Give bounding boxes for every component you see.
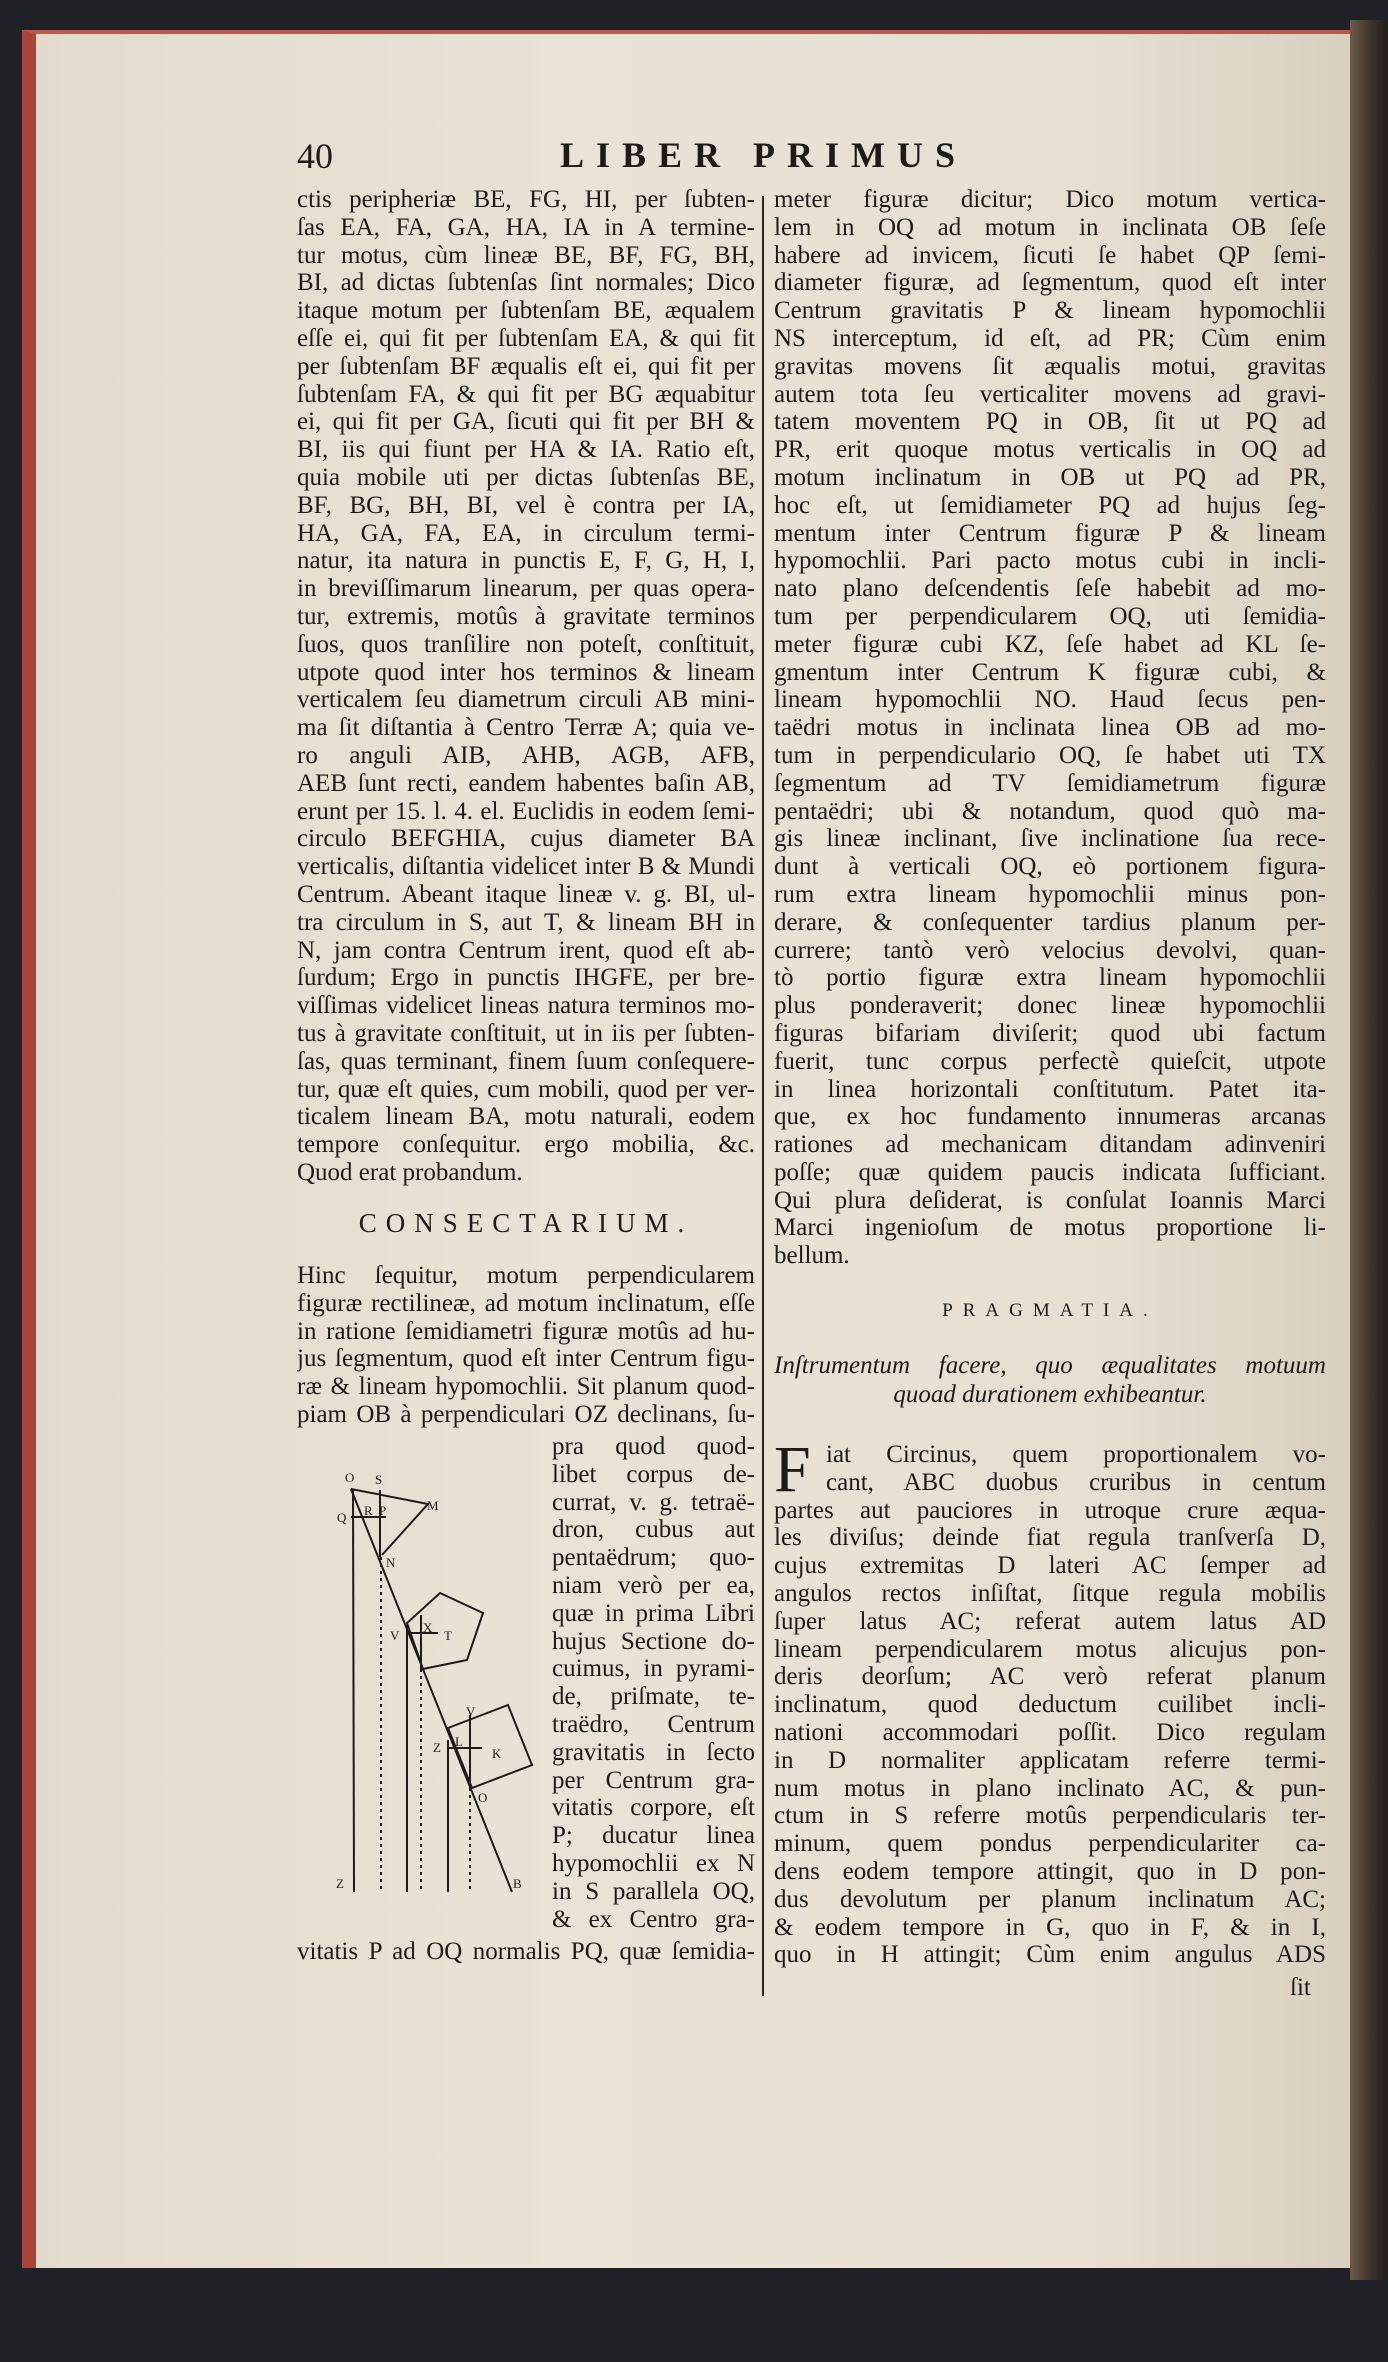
text-line: & eodem tempore in G, quo in F, & in I, xyxy=(774,1913,1326,1941)
text-line: in linea horizontali conſtitutum. Patet ita- xyxy=(774,1075,1326,1103)
text-line: nato plano deſcendentis ſeſe habebit ad mo- xyxy=(774,575,1326,603)
text-line: itaque motum per ſubtenſam BE, æqualem xyxy=(297,297,755,325)
running-title: LIBER PRIMUS xyxy=(560,135,968,175)
text-line: tra circulum in S, aut T, & lineam BH in xyxy=(297,908,755,936)
text-line: tum in perpendiculario OQ, ſe habet uti TX xyxy=(774,741,1326,769)
line-oz xyxy=(353,1489,354,1892)
text-line: vitatis P ad OQ normalis PQ, quæ ſemidia- xyxy=(297,1938,755,1965)
text-line: tur motus, cùm lineæ BE, BF, FG, BH, xyxy=(297,241,755,269)
text-line: ſuper latus AC; referat autem latus AD xyxy=(774,1607,1326,1635)
text-line: P; ducatur linea xyxy=(552,1822,755,1850)
text-line: que, ex hoc fundamento innumeras arcanas xyxy=(774,1103,1326,1131)
text-line: rum extra lineam hypomochlii minus pon- xyxy=(774,880,1326,908)
text-line: BI, ad dictas ſubtenſas ſint normales; Dico xyxy=(297,269,755,297)
text-line: piam OB à perpendiculari OZ declinans, ſu- xyxy=(297,1400,755,1428)
text-line: erunt per 15. l. 4. el. Euclidis in eodem ſemi- xyxy=(297,797,755,825)
text-line: ctis peripheriæ BE, FG, HI, per ſubten- xyxy=(297,186,755,213)
text-line: ſuos, quos tranſilire non poteſt, conſtituit, xyxy=(297,630,755,658)
text-line: quo in H attingit; Cùm enim angulus ADS xyxy=(774,1941,1326,1969)
text-line: plus ponderaverit; donec lineæ hypomochlii xyxy=(774,992,1326,1020)
text-line: mentum inter Centrum figuræ P & lineam xyxy=(774,519,1326,547)
label-x: X xyxy=(423,1620,433,1635)
text-line: Quod erat probandum. xyxy=(297,1158,523,1186)
text-line: PR, erit quoque motus verticalis in OQ ad xyxy=(774,436,1326,464)
text-line: tatem moventem PQ in OB, ſit ut PQ ad xyxy=(774,408,1326,436)
text-line: NS interceptum, id eſt, ad PR; Cùm enim xyxy=(774,324,1326,352)
text-line: quia mobile uti per dictas ſubtenſas BE, xyxy=(297,463,755,491)
text-line: viſſimas videlicet lineas natura terminos mo- xyxy=(297,992,755,1020)
text-line: dron, cubus aut xyxy=(552,1516,755,1544)
text-line: cant, ABC duobus cruribus in centum xyxy=(826,1468,1326,1496)
text-line: circulo BEFGHIA, cujus diameter BA xyxy=(297,825,755,853)
text-line: figuras bifariam diviſerit; quod ubi factum xyxy=(774,1019,1326,1047)
label-s: S xyxy=(375,1472,383,1487)
text-line: cuimus, in pyrami- xyxy=(552,1655,755,1683)
text-line: libet corpus de- xyxy=(552,1460,755,1488)
text-line: gravitatis in ſecto xyxy=(552,1738,755,1766)
text-line: fuerit, tunc corpus perfectè quieſcit, utpote xyxy=(774,1047,1326,1075)
heading-consectarium: CONSECTARIUM. xyxy=(358,1208,694,1238)
text-line: verticalis, diſtantia videlicet inter B & Mundi xyxy=(297,853,755,881)
text-line: ræ & lineam hypomochlii. Sit planum quod- xyxy=(297,1373,755,1401)
text-line: utpote quod inter hos terminos & lineam xyxy=(297,658,755,686)
left-paragraph-1 xyxy=(297,186,755,1187)
text-line: dunt à verticali OQ, eò portionem figura- xyxy=(774,853,1326,881)
text-line: derare, & conſequenter tardius planum per- xyxy=(774,908,1326,936)
text-line: angulos rectos inſiſtat, ſitque regula mobilis xyxy=(774,1579,1326,1607)
text-line: pentaëdri; ubi & notandum, quod quò ma- xyxy=(774,797,1326,825)
text-line: partes aut pauciores in utroque crure æqua- xyxy=(774,1496,1326,1524)
text-line: de, priſmate, te- xyxy=(552,1683,755,1711)
text-line: traëdro, Centrum xyxy=(552,1710,755,1738)
left-paragraph-2 xyxy=(297,1262,755,1429)
text-line: tò portio figuræ extra lineam hypomochlii xyxy=(774,964,1326,992)
text-line: BF, BG, BH, BI, vel è contra per IA, xyxy=(297,491,755,519)
text-line: cujus extremitas D lateri AC ſemper ad xyxy=(774,1552,1326,1580)
text-line: eſſe ei, qui fit per ſubtenſam EA, & qui fit xyxy=(297,324,755,352)
text-line: ſurdum; Ergo in punctis IHGFE, per bre- xyxy=(297,964,755,992)
text-line: hoc eſt, ut ſemidiameter PQ ad hujus ſeg- xyxy=(774,491,1326,519)
heading-pragmatia: PRAGMATIA. xyxy=(942,1300,1158,1321)
text-line: Centrum. Abeant itaque lineæ v. g. BI, ul- xyxy=(297,880,755,908)
text-line: currat, v. g. tetraë- xyxy=(552,1488,755,1516)
column-divider xyxy=(762,196,764,1996)
label-z: Z xyxy=(433,1740,441,1755)
left-paragraph-2-end xyxy=(297,1938,755,1966)
text-line: in D normaliter applicatam referre termi- xyxy=(774,1746,1326,1774)
text-line: tum per perpendicularem OQ, uti ſemidia- xyxy=(774,602,1326,630)
text-line: ro anguli AIB, AHB, AGB, AFB, xyxy=(297,741,755,769)
text-line: Hinc ſequitur, motum perpendicularem xyxy=(297,1262,755,1289)
label-n: N xyxy=(386,1555,396,1570)
book-binding-edge xyxy=(1350,20,1388,2280)
text-line: hypomochlii ex N xyxy=(552,1849,755,1877)
text-line: in S parallela OQ, xyxy=(552,1877,755,1905)
text-line: vitatis corpore, eſt xyxy=(552,1794,755,1822)
text-line: per Centrum gra- xyxy=(552,1766,755,1794)
label-z2: Z xyxy=(336,1876,344,1891)
text-line: meter figuræ dicitur; Dico motum vertica- xyxy=(774,186,1326,213)
text-line: Marci ingenioſum de motus proportione li- xyxy=(774,1214,1326,1242)
text-line: hypomochlii. Pari pacto motus cubi in incli- xyxy=(774,547,1326,575)
text-line: HA, GA, FA, EA, in circulum termi- xyxy=(297,519,755,547)
text-line: gis lineæ inclinant, ſive inclinatione ſua rece- xyxy=(774,825,1326,853)
label-t: T xyxy=(444,1628,452,1643)
text-line: taëdri motus in inclinata linea OB ad mo- xyxy=(774,714,1326,742)
text-line: habere ad invicem, ſicuti ſe habet QP ſemi- xyxy=(774,241,1326,269)
text-line: ſas, quas terminant, finem ſuum conſequere- xyxy=(297,1047,755,1075)
right-paragraph-1 xyxy=(774,186,1326,1270)
text-line: in ratione ſemidiametri figuræ motûs ad hu- xyxy=(297,1317,755,1345)
line-ob xyxy=(351,1489,512,1892)
text-line: gravitas movens ſit æqualis motui, gravitas xyxy=(774,352,1326,380)
subtitle-line-1: Inſtrumentum facere, quo æqualitates motuum xyxy=(774,1352,1326,1379)
text-line: inclinatum, quod deductum cuilibet incli- xyxy=(774,1691,1326,1719)
label-o: O xyxy=(345,1470,355,1485)
text-line: ſubtenſam FA, & qui fit per BG æquabitur xyxy=(297,380,755,408)
label-k: K xyxy=(492,1746,502,1761)
text-line: nationi accommodari poſſit. Dico regulam xyxy=(774,1718,1326,1746)
text-line: poſſe; quæ quidem paucis indicata ſufficiant. xyxy=(774,1158,1326,1186)
label-m: M xyxy=(427,1498,439,1513)
text-line: ctum in S referre motûs perpendicularis ter- xyxy=(774,1802,1326,1830)
triangle-figure xyxy=(351,1489,428,1555)
text-line: dus devolutum per planum inclinatum AC; xyxy=(774,1885,1326,1913)
subtitle-line-2: quoad durationem exhibeantur. xyxy=(893,1381,1207,1408)
text-line: minum, quem pondus perpendiculariter ca- xyxy=(774,1830,1326,1858)
label-v2: V xyxy=(466,1704,476,1719)
text-line: hujus Sectione do- xyxy=(552,1627,755,1655)
text-line: jus ſegmentum, quod eſt inter Centrum figu- xyxy=(297,1345,755,1373)
text-line: tus à gravitate conſtituit, ut in iis per ſubten- xyxy=(297,1019,755,1047)
text-line: currere; tantò verò velocius devolvi, quan- xyxy=(774,936,1326,964)
text-line: deris deorſum; AC verò referat planum xyxy=(774,1663,1326,1691)
label-v: V xyxy=(390,1628,400,1643)
text-line: AEB ſunt recti, eandem habentes baſin AB, xyxy=(297,769,755,797)
label-r: R xyxy=(364,1503,373,1518)
text-line: dens eodem tempore attingit, quo in D pon- xyxy=(774,1857,1326,1885)
inclined-plane-diagram xyxy=(320,1460,560,1900)
text-line: tur, extremis, motûs à gravitate terminos xyxy=(297,602,755,630)
text-line: per ſubtenſam BF æqualis eſt ei, qui fit per xyxy=(297,352,755,380)
text-line: rationes ad mechanicam ditandam adinveniri xyxy=(774,1131,1326,1159)
text-line: meter figuræ cubi KZ, ſeſe habet ad KL ſe- xyxy=(774,630,1326,658)
text-line: tempore conſequitur. ergo mobilia, &c. xyxy=(297,1131,755,1159)
text-line: ma ſit diſtantia à Centro Terræ A; quia ve- xyxy=(297,714,755,742)
text-line: Qui plura deſiderat, is conſulat Ioannis Marci xyxy=(774,1186,1326,1214)
text-line: figuræ rectilineæ, ad motum inclinatum, eſſe xyxy=(297,1289,755,1317)
left-paragraph-2-narrow xyxy=(552,1433,755,1933)
text-line: iat Circinus, quem proportionalem vo- xyxy=(826,1441,1326,1468)
text-line: niam verò per ea, xyxy=(552,1571,755,1599)
text-line: bellum. xyxy=(774,1242,850,1270)
text-line: lineam hypomochlii NO. Haud ſecus pen- xyxy=(774,686,1326,714)
text-line: Centrum gravitatis P & lineam hypomochlii xyxy=(774,297,1326,325)
text-line: & ex Centro gra- xyxy=(552,1905,755,1933)
text-line: ſegmentum ad TV ſemidiametrum figuræ xyxy=(774,769,1326,797)
text-line: BI, iis qui fiunt per HA & IA. Ratio eſt, xyxy=(297,436,755,464)
text-line: quæ in prima Libri xyxy=(552,1599,755,1627)
text-line: les diviſus; deinde fiat regula tranſverſa D, xyxy=(774,1524,1326,1552)
text-line: diameter figuræ, ad ſegmentum, quod eſt inter xyxy=(774,269,1326,297)
label-p: P xyxy=(379,1503,387,1518)
text-line: autem tota ſeu verticaliter movens ad gravi- xyxy=(774,380,1326,408)
label-q: Q xyxy=(337,1510,347,1525)
text-line: num motus in plano inclinato AC, & pun- xyxy=(774,1774,1326,1802)
label-b: B xyxy=(513,1876,522,1891)
text-line: pra quod quod- xyxy=(552,1433,755,1460)
text-line: ticalem lineam BA, motu naturali, eodem xyxy=(297,1103,755,1131)
text-line: verticalem ſeu diametrum circuli AB mini- xyxy=(297,686,755,714)
text-line: in breviſſimarum linearum, per quas opera- xyxy=(297,575,755,603)
text-line: gmentum inter Centrum K figuræ cubi, & xyxy=(774,658,1326,686)
label-l: L xyxy=(455,1734,463,1749)
drop-cap: F xyxy=(774,1433,811,1506)
page-number: 40 xyxy=(297,136,333,176)
text-line: tur, quæ eſt quies, cum mobili, quod per ver- xyxy=(297,1075,755,1103)
text-line: ei, qui fit per GA, ſicuti qui fit per BH & xyxy=(297,408,755,436)
text-line: ſas EA, FA, GA, HA, IA in A termine- xyxy=(297,213,755,241)
text-line: motum inclinatum in OB ut PQ ad PR, xyxy=(774,463,1326,491)
catchword: ſit xyxy=(1290,1974,1311,2001)
text-line: pentaëdrum; quo- xyxy=(552,1544,755,1572)
right-paragraph-2 xyxy=(774,1433,1326,1969)
text-line: N, jam contra Centrum irent, quod eſt ab- xyxy=(297,936,755,964)
text-line: lineam perpendicularem motus alicujus pon- xyxy=(774,1635,1326,1663)
label-o2: O xyxy=(478,1790,488,1805)
text-line: natur, ita natura in punctis E, F, G, H, I, xyxy=(297,547,755,575)
text-line: lem in OQ ad motum in inclinata OB ſeſe xyxy=(774,213,1326,241)
